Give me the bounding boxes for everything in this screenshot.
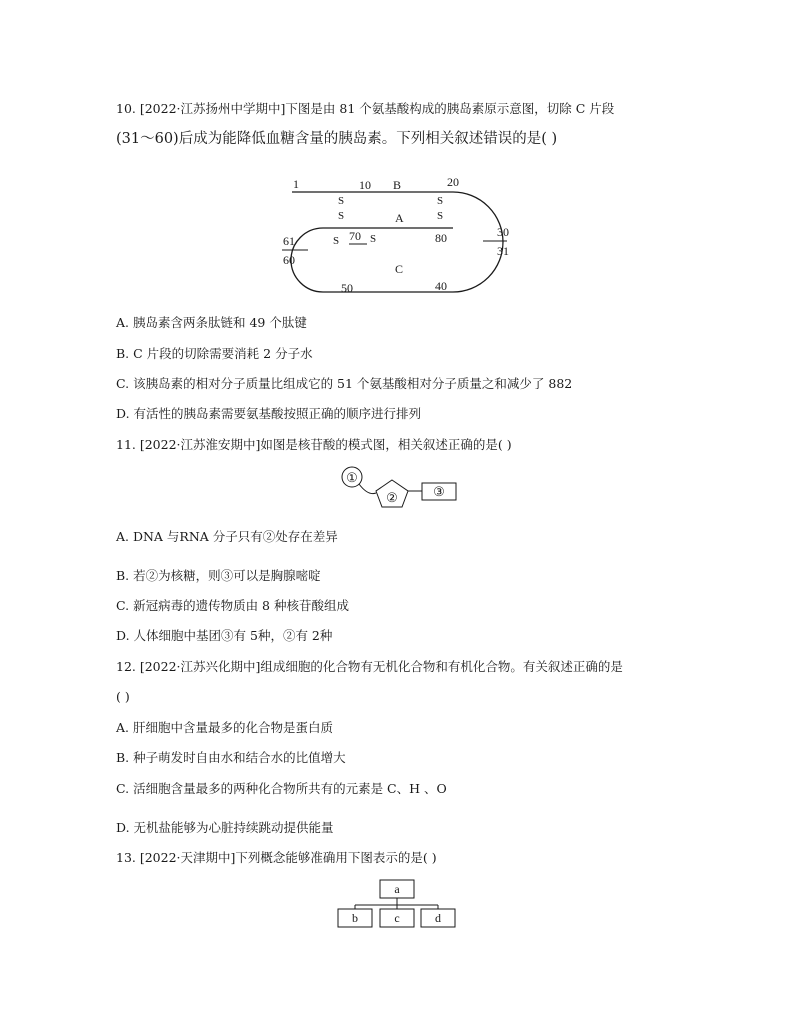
label-10: 10 — [359, 178, 371, 192]
chain-b-c-loop — [292, 192, 503, 292]
q10-stem-line1: 10. [2022·江苏扬州中学期中]下图是由 81 个氨基酸构成的胰岛素原示意图，切除 C 片段 — [116, 101, 615, 116]
label-20: 20 — [447, 175, 459, 189]
label-chain-a: A — [395, 211, 404, 225]
label-50: 50 — [341, 281, 353, 295]
label-31: 31 — [497, 244, 509, 258]
disulfide-right-s1: S — [437, 195, 444, 207]
label-chain-b: B — [393, 178, 402, 192]
disulfide-left-s2: S — [338, 210, 345, 222]
q11-option-a: A. DNA 与RNA 分子只有②处存在差异 — [116, 529, 338, 544]
q12-option-b: B. 种子萌发时自由水和结合水的比值增大 — [116, 750, 346, 765]
label-1: 1 — [293, 177, 299, 191]
label-40: 40 — [435, 279, 447, 293]
q13-stem: 13. [2022·天津期中]下列概念能够准确用下图表示的是( ) — [116, 850, 437, 865]
q12-option-d: D. 无机盐能够为心脏持续跳动提供能量 — [116, 820, 334, 835]
intrachain-s1: S — [333, 235, 340, 247]
label-a: a — [394, 882, 400, 896]
label-chain-c: C — [395, 262, 404, 276]
intrachain-s2: S — [370, 233, 377, 245]
phosphate-label: ① — [346, 470, 358, 485]
q10-option-c: C. 该胰岛素的相对分子质量比组成它的 51 个氨基酸相对分子质量之和减少了 882 — [116, 376, 573, 391]
label-d: d — [435, 911, 441, 925]
q12-option-a: A. 肝细胞中含量最多的化合物是蛋白质 — [116, 720, 333, 735]
q12-option-c: C. 活细胞含量最多的两种化合物所共有的元素是 C、H 、O — [116, 781, 447, 796]
concept-tree-diagram — [334, 876, 464, 932]
insulin-diagram — [275, 172, 525, 302]
q11-stem: 11. [2022·江苏淮安期中]如图是核苷酸的模式图，相关叙述正确的是( ) — [116, 437, 512, 452]
sugar-label: ② — [386, 490, 398, 505]
phosphate-link — [359, 484, 376, 494]
label-61: 61 — [283, 234, 295, 248]
q11-option-d: D. 人体细胞中基团③有 5种，②有 2种 — [116, 628, 333, 643]
disulfide-left-s1: S — [338, 195, 345, 207]
label-60: 60 — [283, 253, 295, 267]
base-label: ③ — [433, 484, 445, 499]
q10-option-b: B. C 片段的切除需要消耗 2 分子水 — [116, 346, 313, 361]
q12-stem-line2: ( ) — [116, 689, 130, 704]
q10-stem-line2: (31～60)后成为能降低血糖含量的胰岛素。下列相关叙述错误的是( ) — [116, 131, 558, 147]
label-80: 80 — [435, 231, 447, 245]
label-30: 30 — [497, 225, 509, 239]
label-b: b — [352, 911, 358, 925]
disulfide-right-s2: S — [437, 210, 444, 222]
q10-option-a: A. 胰岛素含两条肽链和 49 个肽键 — [116, 315, 307, 330]
q11-option-b: B. 若②为核糖，则③可以是胸腺嘧啶 — [116, 568, 321, 583]
label-70: 70 — [349, 229, 361, 243]
label-c: c — [394, 911, 400, 925]
q11-option-c: C. 新冠病毒的遗传物质由 8 种核苷酸组成 — [116, 598, 349, 613]
q12-stem-line1: 12. [2022·江苏兴化期中]组成细胞的化合物有无机化合物和有机化合物。有关叙述正确的是 — [116, 659, 623, 674]
nucleotide-diagram — [334, 462, 464, 512]
q10-option-d: D. 有活性的胰岛素需要氨基酸按照正确的顺序进行排列 — [116, 406, 422, 421]
